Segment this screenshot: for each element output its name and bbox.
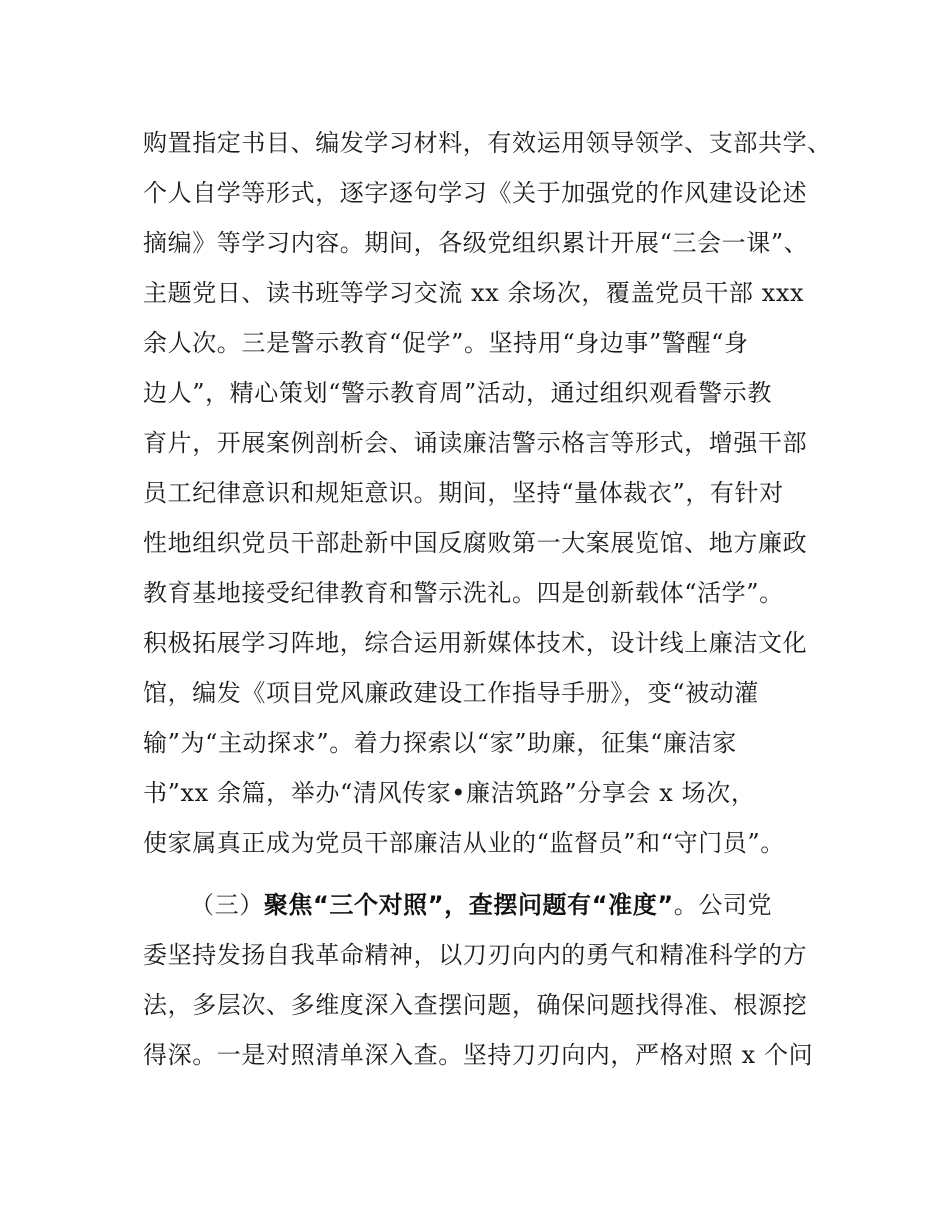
paragraph-line: 余人次。三是警示教育“促学”。坚持用“身边事”警醒“身 [143, 329, 749, 357]
paragraph-line: 书”xx 余篇，举办“清风传家•廉洁筑路”分享会 x 场次， [143, 779, 756, 807]
paragraph-line: 购置指定书目、编发学习材料，有效运用领导领学、支部共学、 [143, 129, 832, 157]
paragraph-line: 教育基地接受纪律教育和警示洗礼。四是创新载体“活学”。 [143, 579, 784, 607]
paragraph-line: 员工纪律意识和规矩意识。期间，坚持“量体裁衣”，有针对 [143, 479, 784, 507]
paragraph-line: 积极拓展学习阵地，综合运用新媒体技术，设计线上廉洁文化 [143, 629, 808, 657]
paragraph-line: 馆，编发《项目党风廉政建设工作指导手册》，变“被动灌 [143, 679, 759, 707]
paragraph-line: 主题党日、读书班等学习交流 xx 余场次，覆盖党员干部 xxx [143, 279, 805, 307]
paragraph-line: 得深。一是对照清单深入查。坚持刀刃向内，严格对照 x 个问 [143, 1041, 814, 1069]
paragraph-line: 个人自学等形式，逐字逐句学习《关于加强党的作风建设论述 [143, 179, 808, 207]
paragraph-line: 法，多层次、多维度深入查摆问题，确保问题找得准、根源挖 [143, 991, 808, 1019]
section-heading-line [190, 890, 772, 920]
paragraph-line: 委坚持发扬自我革命精神，以刀刃向内的勇气和精准科学的方 [143, 941, 808, 969]
section-lead-text: 。公司党 [673, 891, 773, 919]
paragraph-line: 使家属真正成为党员干部廉洁从业的“监督员”和“守门员”。 [143, 829, 785, 857]
paragraph-line: 输”为“主动探求”。着力探索以“家”助廉，征集“廉洁家 [143, 729, 737, 757]
paragraph-line: 边人”，精心策划“警示教育周”活动，通过组织观看警示教 [143, 379, 773, 407]
section-heading: 聚焦“三个对照”，查摆问题有“准度” [263, 891, 674, 919]
paragraph-line: 育片，开展案例剖析会、诵读廉洁警示格言等形式，增强干部 [143, 429, 808, 457]
paragraph-line: 摘编》等学习内容。期间，各级党组织累计开展“三会一课”、 [143, 229, 809, 257]
paragraph-line: 性地组织党员干部赴新中国反腐败第一大案展览馆、地方廉政 [143, 529, 808, 557]
section-number: （三） [190, 891, 264, 919]
